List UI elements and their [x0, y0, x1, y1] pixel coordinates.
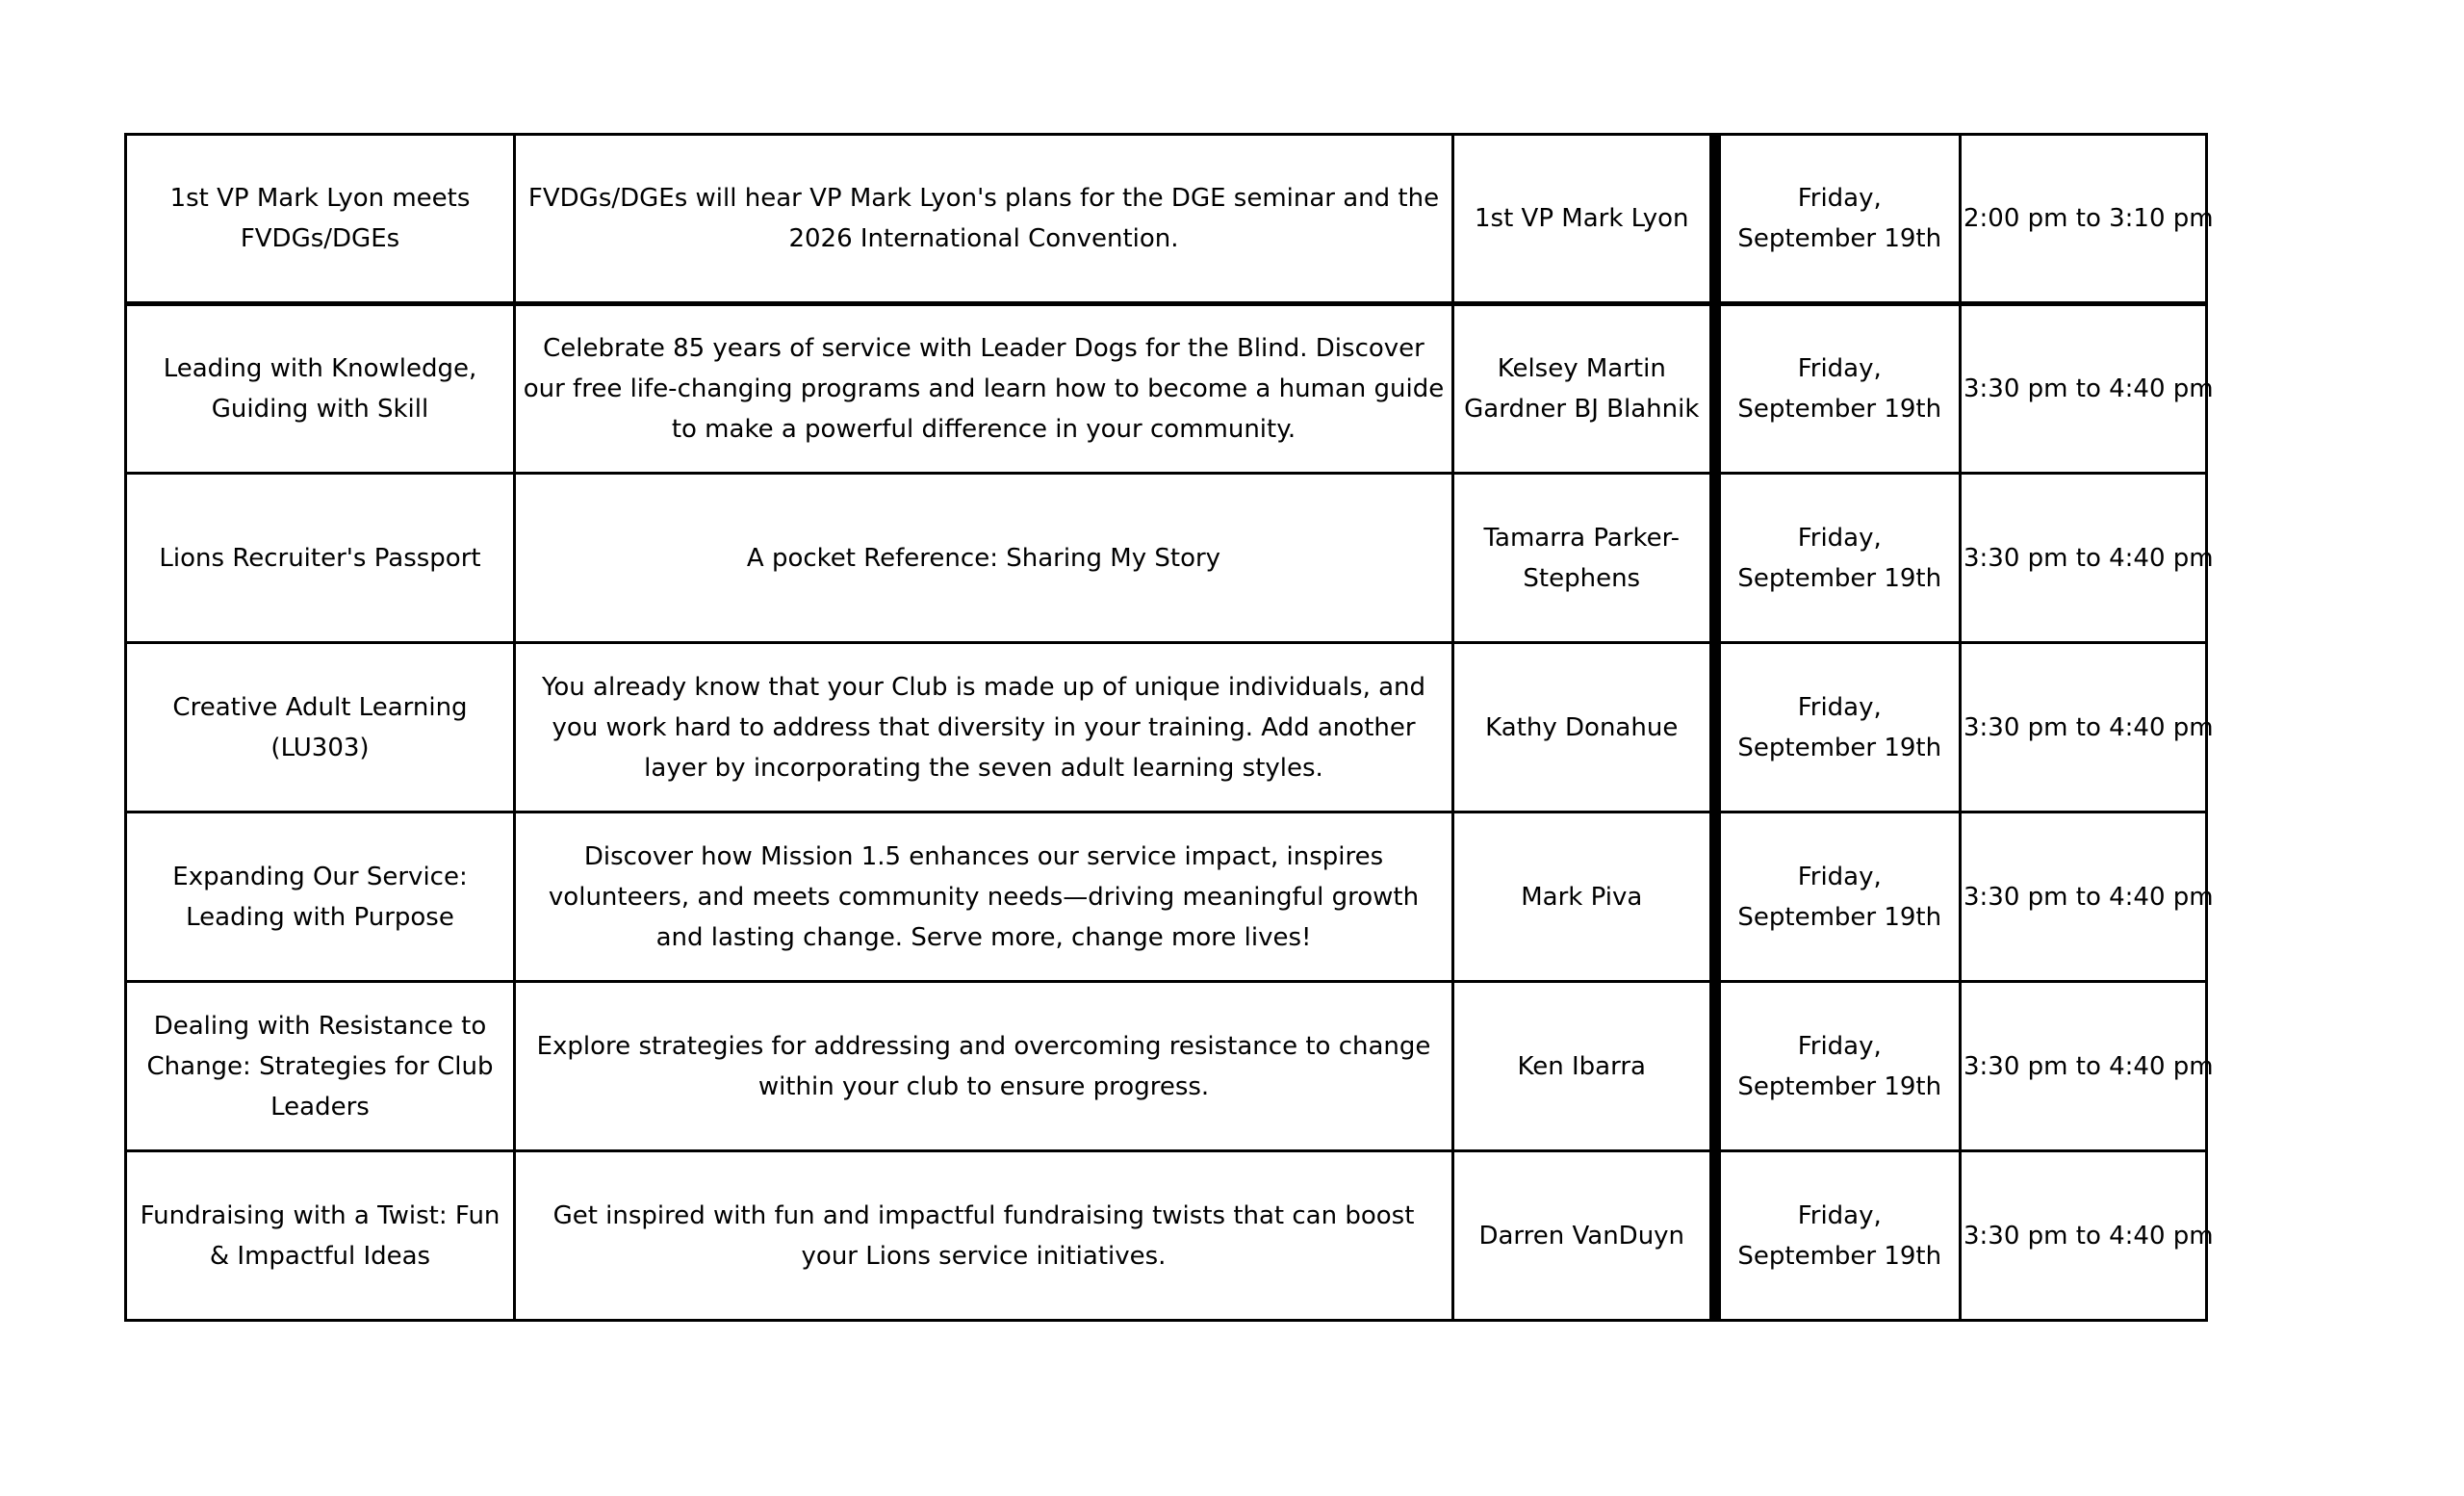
- session-time: 2:00 pm to 3:10 pm: [1961, 135, 2207, 304]
- session-time: 3:30 pm to 4:40 pm: [1961, 812, 2207, 982]
- session-presenter: Ken Ibarra: [1453, 982, 1715, 1151]
- session-time: 3:30 pm to 4:40 pm: [1961, 643, 2207, 812]
- session-presenter: Kathy Donahue: [1453, 643, 1715, 812]
- session-title: 1st VP Mark Lyon meets FVDGs/DGEs: [126, 135, 515, 304]
- session-presenter: Tamarra Parker-Stephens: [1453, 474, 1715, 643]
- session-description: FVDGs/DGEs will hear VP Mark Lyon's plans for the DGE seminar and the 2026 International Convention.: [515, 135, 1453, 304]
- session-date: Friday, September 19th: [1715, 304, 1961, 474]
- table-row: [126, 304, 2207, 474]
- session-date: Friday, September 19th: [1715, 135, 1961, 304]
- session-schedule-table: [124, 133, 2214, 1322]
- table-row: [126, 982, 2207, 1151]
- session-title: Creative Adult Learning (LU303): [126, 643, 515, 812]
- session-title: Fundraising with a Twist: Fun & Impactful Ideas: [126, 1151, 515, 1321]
- session-description: Explore strategies for addressing and overcoming resistance to change within your club to ensure progress.: [515, 982, 1453, 1151]
- table-row: [126, 1151, 2207, 1321]
- table-row: [126, 135, 2207, 304]
- session-date: Friday, September 19th: [1715, 474, 1961, 643]
- session-description: Celebrate 85 years of service with Leader Dogs for the Blind. Discover our free life-changing programs and learn how to become a human guide to make a powerful difference in your community.: [515, 304, 1453, 474]
- session-description: A pocket Reference: Sharing My Story: [515, 474, 1453, 643]
- session-time: 3:30 pm to 4:40 pm: [1961, 1151, 2207, 1321]
- session-title: Lions Recruiter's Passport: [126, 474, 515, 643]
- session-time: 3:30 pm to 4:40 pm: [1961, 474, 2207, 643]
- session-presenter: Mark Piva: [1453, 812, 1715, 982]
- session-presenter: 1st VP Mark Lyon: [1453, 135, 1715, 304]
- session-date: Friday, September 19th: [1715, 643, 1961, 812]
- session-description: Get inspired with fun and impactful fundraising twists that can boost your Lions service initiatives.: [515, 1151, 1453, 1321]
- table-row: [126, 812, 2207, 982]
- session-description: Discover how Mission 1.5 enhances our service impact, inspires volunteers, and meets community needs—driving meaningful growth and lasting change. Serve more, change more lives!: [515, 812, 1453, 982]
- session-time: 3:30 pm to 4:40 pm: [1961, 304, 2207, 474]
- session-date: Friday, September 19th: [1715, 982, 1961, 1151]
- session-title: Expanding Our Service: Leading with Purpose: [126, 812, 515, 982]
- session-date: Friday, September 19th: [1715, 812, 1961, 982]
- session-presenter: Kelsey Martin Gardner BJ Blahnik: [1453, 304, 1715, 474]
- session-time: 3:30 pm to 4:40 pm: [1961, 982, 2207, 1151]
- session-title: Dealing with Resistance to Change: Strategies for Club Leaders: [126, 982, 515, 1151]
- session-presenter: Darren VanDuyn: [1453, 1151, 1715, 1321]
- session-description: You already know that your Club is made up of unique individuals, and you work hard to address that diversity in your training. Add another layer by incorporating the seven adult learning styles.: [515, 643, 1453, 812]
- session-date: Friday, September 19th: [1715, 1151, 1961, 1321]
- table-row: [126, 643, 2207, 812]
- table-row: [126, 474, 2207, 643]
- session-title: Leading with Knowledge, Guiding with Skill: [126, 304, 515, 474]
